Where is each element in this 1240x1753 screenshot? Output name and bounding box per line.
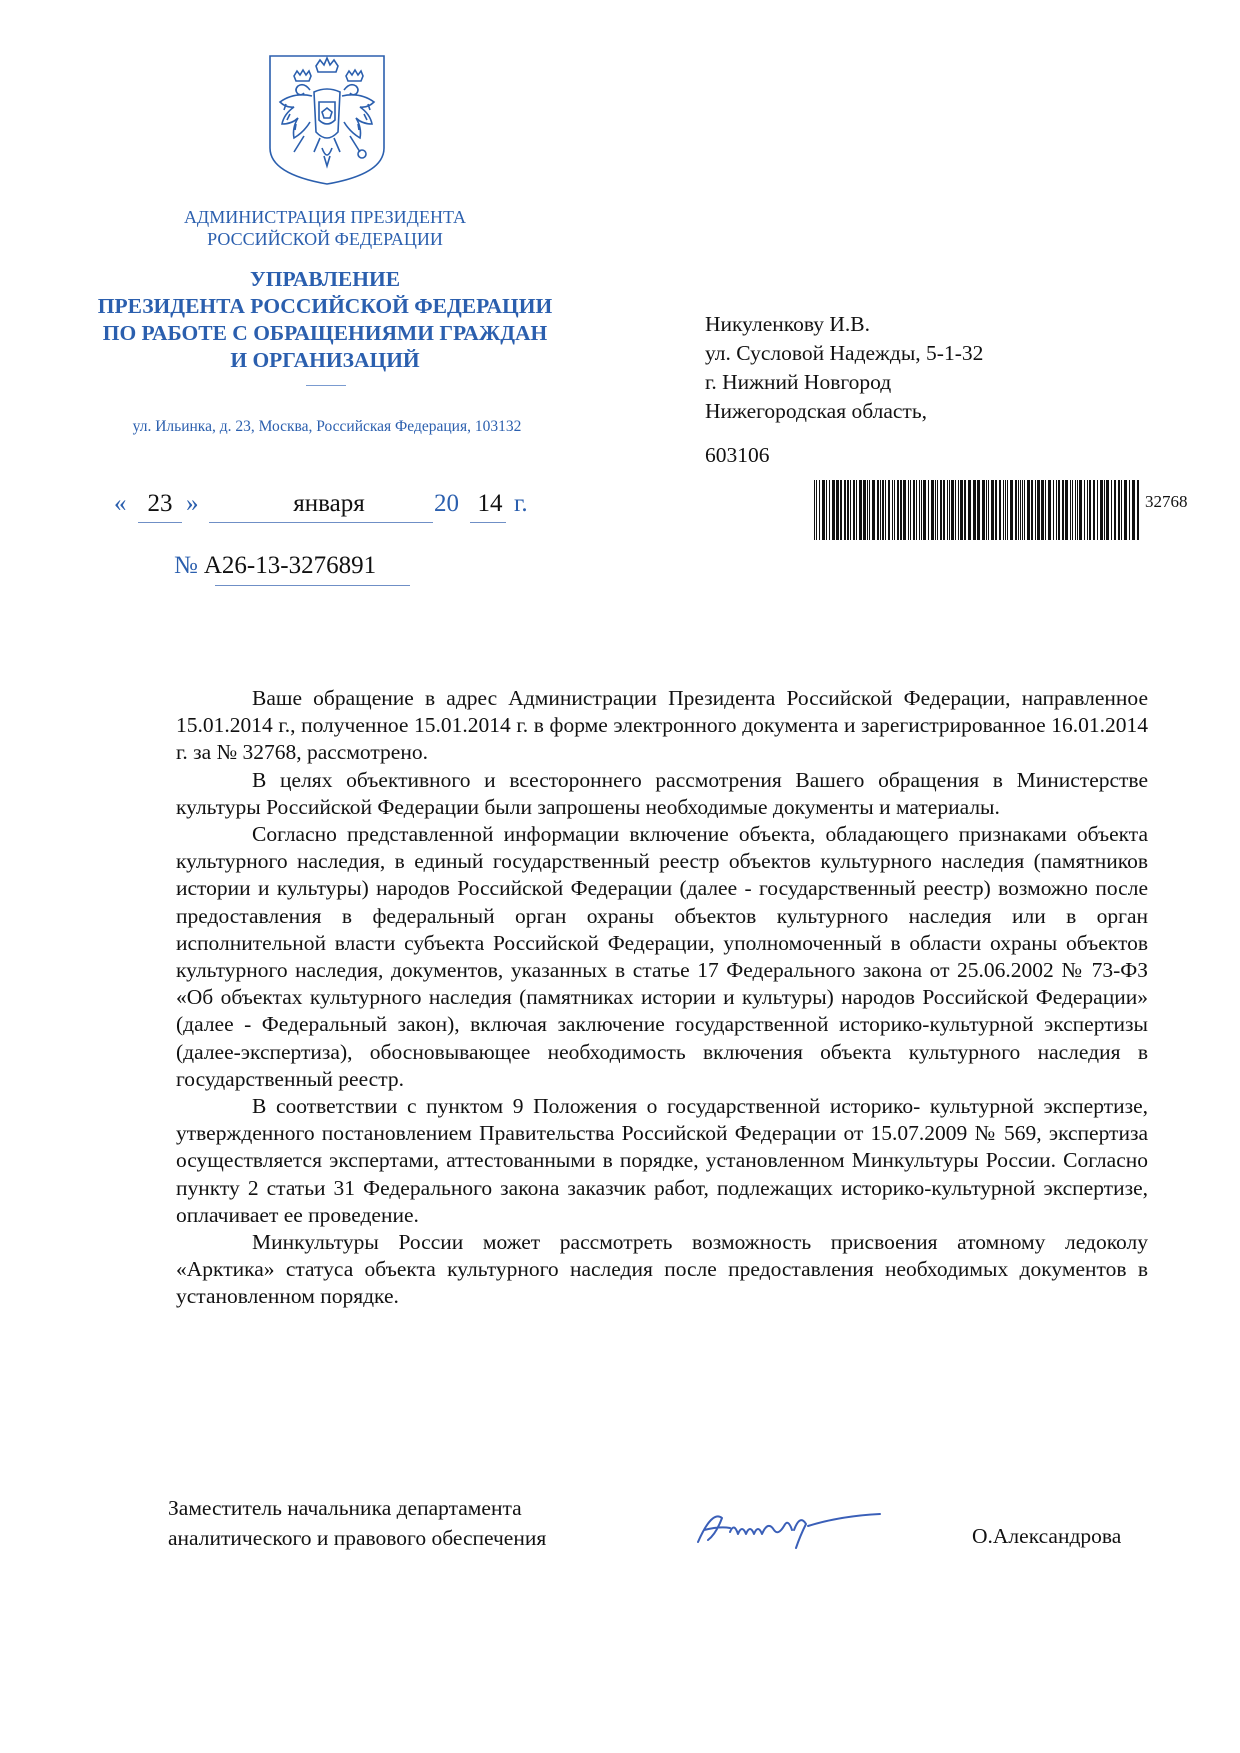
barcode-bar xyxy=(982,480,985,540)
barcode-bar xyxy=(867,480,868,540)
date-year: 14 xyxy=(477,490,503,517)
recipient-street: ул. Сусловой Надежды, 5-1-32 xyxy=(705,341,984,365)
recipient-zip: 603106 xyxy=(705,443,770,467)
barcode-bar xyxy=(1104,480,1105,540)
barcode-bar xyxy=(1089,480,1091,540)
barcode-bar xyxy=(822,480,825,540)
body-paragraph-4: В соответствии с пунктом 9 Положения о государственной историко- культурной экспертизе, утвержденного постановлением Правительства Российской Федерации от 15.07.2009 № 569, экспертиза осуществляется экспертами, аттестованными в порядке, установленном Минкультуры России. Согласно пункту 2 статьи 31 Федерального закона заказчик работ, подлежащих историко-культурной экспертизе, оплачивает ее проведение. xyxy=(176,1094,1148,1227)
document-date xyxy=(114,490,554,526)
barcode-bar xyxy=(1075,480,1076,540)
barcode-bar xyxy=(1022,480,1023,540)
barcode-bar xyxy=(935,480,936,540)
body-paragraph-3: Согласно представленной информации включение объекта, обладающего признаками объекта культурного наследия, в единый государственный реестр объектов культурного наследия (памятников истории и культуры) народов Российской Федерации (далее - государственный реестр) возможно после предоставления в федеральный орган охраны объектов культурного наследия или в орган исполнительной власти субъекта Российской Федерации, уполномоченный в области охраны объектов культурного наследия, документов, указанных в статье 17 Федерального закона от 25.06.2002 № 73-ФЗ «Об объектах культурного наследия (памятниках истории и культуры) народов Российской Федерации» (далее - Федеральный закон), включая заключение государственной историко-культурной экспертизы (далее-экспертиза), обосновывающее необходимость включения объекта культурного наследия в государственный реестр. xyxy=(176,822,1148,1091)
barcode-bar xyxy=(832,480,835,540)
barcode-bar xyxy=(1003,480,1004,540)
barcode-bar xyxy=(977,480,980,540)
barcode-bar xyxy=(1062,480,1064,540)
org-dept-line3: ПО РАБОТЕ С ОБРАЩЕНИЯМИ ГРАЖДАН xyxy=(102,321,548,345)
barcode-bar xyxy=(840,480,842,540)
date-day: 23 xyxy=(147,490,173,517)
date-year-underline xyxy=(470,522,506,523)
barcode-bar xyxy=(877,480,879,540)
body-paragraph-5: Минкультуры России может рассмотреть возможность присвоения атомному ледоколу «Арктика» статуса объекта культурного наследия после предоставления необходимых документов в установленном порядке. xyxy=(176,1230,1148,1309)
coat-of-arms-icon xyxy=(264,52,390,188)
recipient-block xyxy=(705,310,1145,470)
barcode-icon xyxy=(812,480,1142,540)
org-administration xyxy=(150,206,500,250)
barcode-bar xyxy=(988,480,989,540)
barcode-bar xyxy=(1041,480,1044,540)
handwritten-signature-icon xyxy=(690,1490,890,1560)
barcode-bar xyxy=(1106,480,1109,540)
barcode-bar xyxy=(853,480,855,540)
barcode-bar xyxy=(940,480,942,540)
barcode-bar xyxy=(1018,480,1019,540)
barcode-bar xyxy=(951,480,954,540)
signatory-name: О.Александрова xyxy=(972,1524,1122,1548)
barcode-bar xyxy=(1035,480,1036,540)
barcode-bar xyxy=(937,480,938,540)
barcode-bar xyxy=(973,480,976,540)
barcode-bar xyxy=(880,480,881,540)
barcode-bar xyxy=(916,480,917,540)
barcode-bar xyxy=(836,480,839,540)
barcode-bar xyxy=(819,480,820,540)
barcode-bar xyxy=(859,480,862,540)
body-paragraph-2: В целях объективного и всестороннего рассмотрения Вашего обращения в Министерстве культуры Российской Федерации были запрошены необходимые документы и материалы. xyxy=(176,767,1148,819)
barcode-bar xyxy=(1087,480,1088,540)
barcode-bar xyxy=(947,480,948,540)
barcode-bar xyxy=(850,480,851,540)
barcode-bar xyxy=(1007,480,1008,540)
org-admin-line1: АДМИНИСТРАЦИЯ ПРЕЗИДЕНТА xyxy=(183,207,467,227)
barcode-bar xyxy=(1005,480,1006,540)
barcode-bar xyxy=(1027,480,1030,540)
barcode-bar xyxy=(908,480,909,540)
date-quote-close: » xyxy=(186,490,199,517)
date-month: января xyxy=(293,490,365,517)
barcode-bar xyxy=(968,480,971,540)
barcode-bar xyxy=(949,480,950,540)
barcode-bar xyxy=(1093,480,1095,540)
document-number xyxy=(174,552,376,580)
signatory-position-line2: аналитического и правового обеспечения xyxy=(168,1526,547,1550)
barcode-bar xyxy=(986,480,987,540)
barcode-bar xyxy=(863,480,866,540)
date-century: 20 xyxy=(434,490,459,517)
barcode-bar xyxy=(919,480,920,540)
barcode-bar xyxy=(995,480,997,540)
barcode-bar xyxy=(931,480,934,540)
barcode-bar xyxy=(1079,480,1082,540)
barcode-bar xyxy=(1045,480,1046,540)
barcode-bar xyxy=(847,480,849,540)
barcode-bar xyxy=(1065,480,1068,540)
barcode-bar xyxy=(1137,480,1139,540)
body-paragraph-1: Ваше обращение в адрес Администрации Президента Российской Федерации, направленное 15.01.2014 г., полученное 15.01.2014 г. в форме электронного документа и зарегистрированное 16.01.2014 г. за № 32768, рассмотрено. xyxy=(176,686,1148,765)
barcode-bar xyxy=(991,480,994,540)
barcode-bar xyxy=(999,480,1001,540)
barcode-bar xyxy=(1024,480,1025,540)
date-month-underline xyxy=(209,522,433,523)
barcode-bar xyxy=(826,480,827,540)
recipient-name: Никуленкову И.В. xyxy=(705,312,871,336)
barcode-bar xyxy=(955,480,956,540)
recipient-city: г. Нижний Новгород xyxy=(705,370,892,394)
barcode-bar xyxy=(1084,480,1085,540)
barcode-bar xyxy=(1037,480,1040,540)
org-department xyxy=(95,266,555,374)
letter-body xyxy=(176,685,1148,1311)
barcode-bar xyxy=(1097,480,1098,540)
barcode-bar xyxy=(1053,480,1054,540)
barcode-bar xyxy=(943,480,945,540)
barcode-bar xyxy=(1048,480,1051,540)
barcode-bar xyxy=(900,480,902,540)
number-value: А26-13-3276891 xyxy=(203,552,377,579)
org-dept-line2: ПРЕЗИДЕНТА РОССИЙСКОЙ ФЕДЕРАЦИИ xyxy=(97,294,553,318)
barcode-bar xyxy=(829,480,830,540)
barcode-bar xyxy=(894,480,895,540)
barcode-bar xyxy=(1124,480,1127,540)
barcode-bar xyxy=(960,480,963,540)
org-dept-line4: И ОРГАНИЗАЦИЙ xyxy=(230,348,420,372)
barcode-bar xyxy=(856,480,857,540)
barcode-bar xyxy=(882,480,884,540)
barcode-bar xyxy=(1020,480,1021,540)
barcode-bar xyxy=(1077,480,1078,540)
barcode-bar xyxy=(1070,480,1071,540)
barcode-bar xyxy=(844,480,846,540)
barcode-bar xyxy=(897,480,899,540)
barcode-bar xyxy=(1072,480,1073,540)
barcode-bar xyxy=(872,480,875,540)
barcode-bar xyxy=(888,480,890,540)
barcode-bar xyxy=(1100,480,1103,540)
barcode-number: 32768 xyxy=(1145,492,1188,511)
org-address: ул. Ильинка, д. 23, Москва, Российская Федерация, 103132 xyxy=(132,418,522,435)
org-admin-line2: РОССИЙСКОЙ ФЕДЕРАЦИИ xyxy=(207,229,443,249)
barcode-bar xyxy=(1058,480,1060,540)
divider xyxy=(306,385,346,386)
barcode-bar xyxy=(1129,480,1130,540)
barcode-bar xyxy=(816,480,817,540)
barcode-bar xyxy=(892,480,893,540)
date-quote-open: « xyxy=(114,490,127,517)
barcode-bar xyxy=(903,480,906,540)
date-suffix: г. xyxy=(514,490,528,517)
barcode-bar xyxy=(1114,480,1116,540)
barcode-bar xyxy=(958,480,959,540)
number-underline xyxy=(215,585,410,586)
barcode-bar xyxy=(913,480,915,540)
barcode-bar xyxy=(1118,480,1120,540)
date-day-underline xyxy=(138,522,182,523)
barcode-bar xyxy=(964,480,966,540)
barcode-bar xyxy=(869,480,870,540)
barcode-bar xyxy=(885,480,886,540)
recipient-region: Нижегородская область, xyxy=(705,399,928,423)
barcode-bar xyxy=(1031,480,1033,540)
barcode-bar xyxy=(1121,480,1122,540)
barcode-bar xyxy=(1010,480,1013,540)
org-dept-line1: УПРАВЛЕНИЕ xyxy=(249,267,401,291)
signatory-position-line1: Заместитель начальника департамента xyxy=(168,1496,522,1520)
barcode-bar xyxy=(928,480,929,540)
barcode-bar xyxy=(1132,480,1135,540)
barcode-bar xyxy=(814,480,815,540)
barcode-bar xyxy=(923,480,926,540)
barcode-bar xyxy=(1015,480,1017,540)
signatory-position xyxy=(168,1493,688,1553)
number-sign: № xyxy=(174,552,198,579)
barcode-bar xyxy=(1056,480,1057,540)
barcode-bar xyxy=(921,480,922,540)
barcode-bar xyxy=(910,480,911,540)
barcode-bar xyxy=(1111,480,1112,540)
